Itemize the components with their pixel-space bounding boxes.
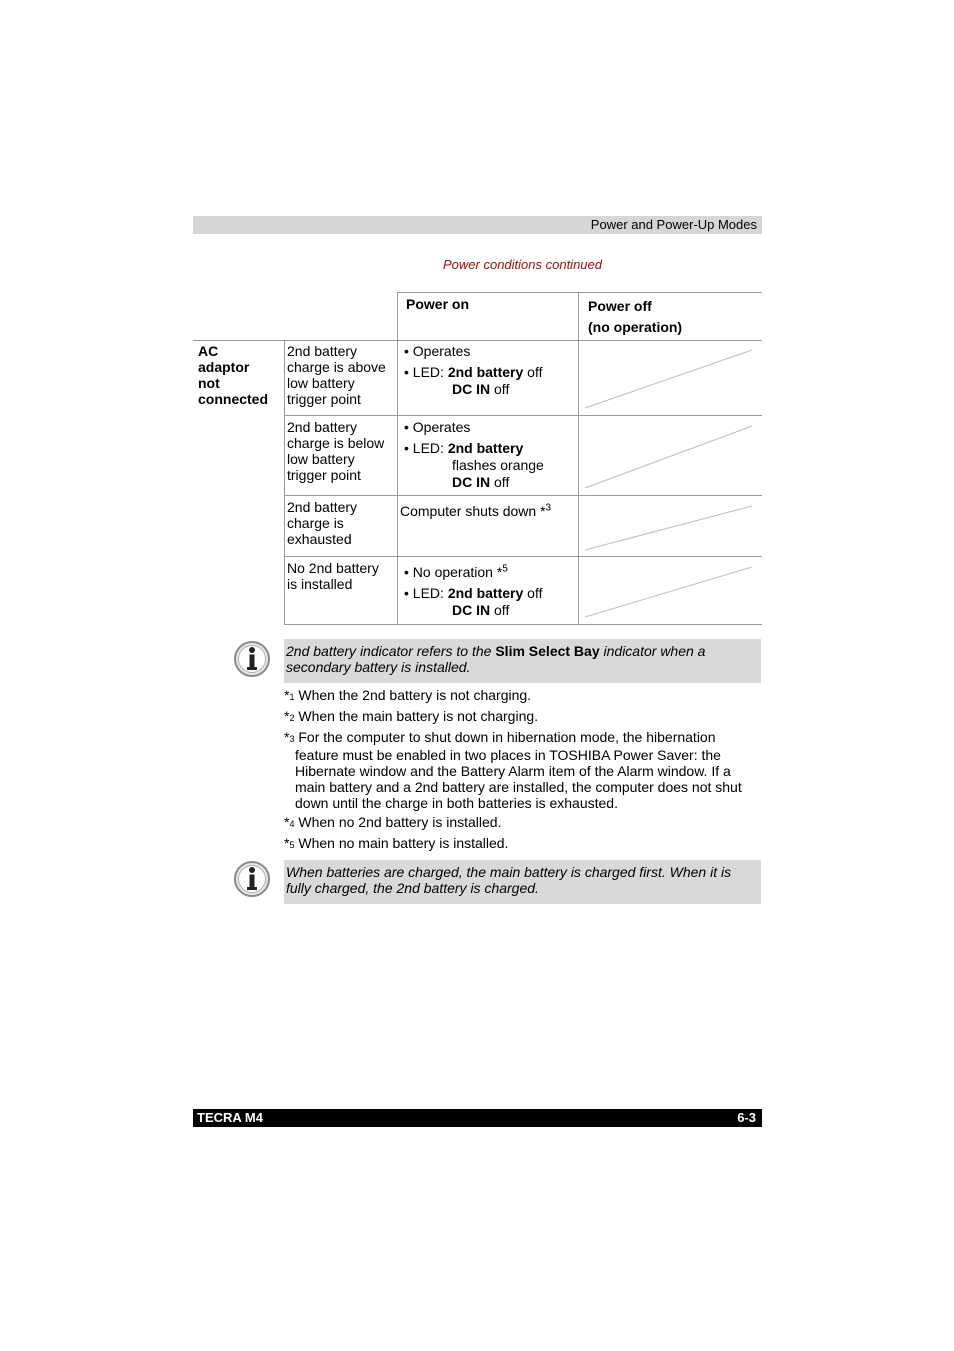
group-label-ac-adaptor: AC adaptor not connected [198,343,269,407]
power-on-exhausted: Computer shuts down *$^3$ [400,502,552,519]
empty-cell-slash [585,350,752,408]
power-on-below-trigger: • Operates • LED: 2nd battery flashes orange DC IN off [404,419,544,490]
note-slim-select-bay: 2nd battery indicator refers to the Slim Select Bay indicator when a secondary battery is installed. [284,639,761,683]
power-on-no-2nd-battery: • No operation *$^5$ • LED: 2nd battery off DC IN off [404,563,543,618]
condition-no-2nd-battery: No 2nd battery is installed [287,560,379,592]
footnote-4: *4 When no 2nd battery is installed. [284,814,502,830]
footnote-1: *1 When the 2nd battery is not charging. [284,687,532,703]
column-header-power-off [588,296,682,338]
footer-product-name: TECRA M4 [197,1110,263,1125]
info-icon [233,860,271,898]
running-header [193,216,762,234]
footnote-3: *3 For the computer to shut down in hibernation mode, the hibernation feature must be enabled in two places in TOSHIBA Power Saver: the Hibernate window and the Battery Alarm item of the Alarm window. If a main battery and a 2nd battery are installed, the computer does not shut down until the charge in both batteries is exhausted. [284,729,742,811]
condition-above-trigger: 2nd battery charge is above low battery trigger point [287,343,386,407]
note-charging-order: When batteries are charged, the main battery is charged first. When it is fully charged, the 2nd battery is charged. [284,860,761,904]
empty-cell-slash [585,426,752,488]
footnote-2: *2 When the main battery is not charging. [284,708,539,724]
footnote-5: *5 When no main battery is installed. [284,835,509,851]
running-footer [193,1109,762,1127]
condition-exhausted: 2nd battery charge is exhausted [287,499,358,547]
column-header-power-off-line1: Power off [588,298,652,314]
info-icon [233,640,271,678]
running-header-title: Power and Power-Up Modes [590,217,757,232]
condition-below-trigger: 2nd battery charge is below low battery trigger point [287,419,385,483]
column-header-power-off-line2: (no operation) [588,319,683,335]
table-caption: Power conditions continued [443,257,602,272]
empty-cell-slash [585,567,752,617]
power-on-above-trigger: • Operates • LED: 2nd battery off DC IN off [404,343,543,397]
footer-page-number: 6-3 [737,1110,756,1125]
column-header-power-on: Power on [406,296,470,312]
empty-cell-slash [585,506,752,550]
